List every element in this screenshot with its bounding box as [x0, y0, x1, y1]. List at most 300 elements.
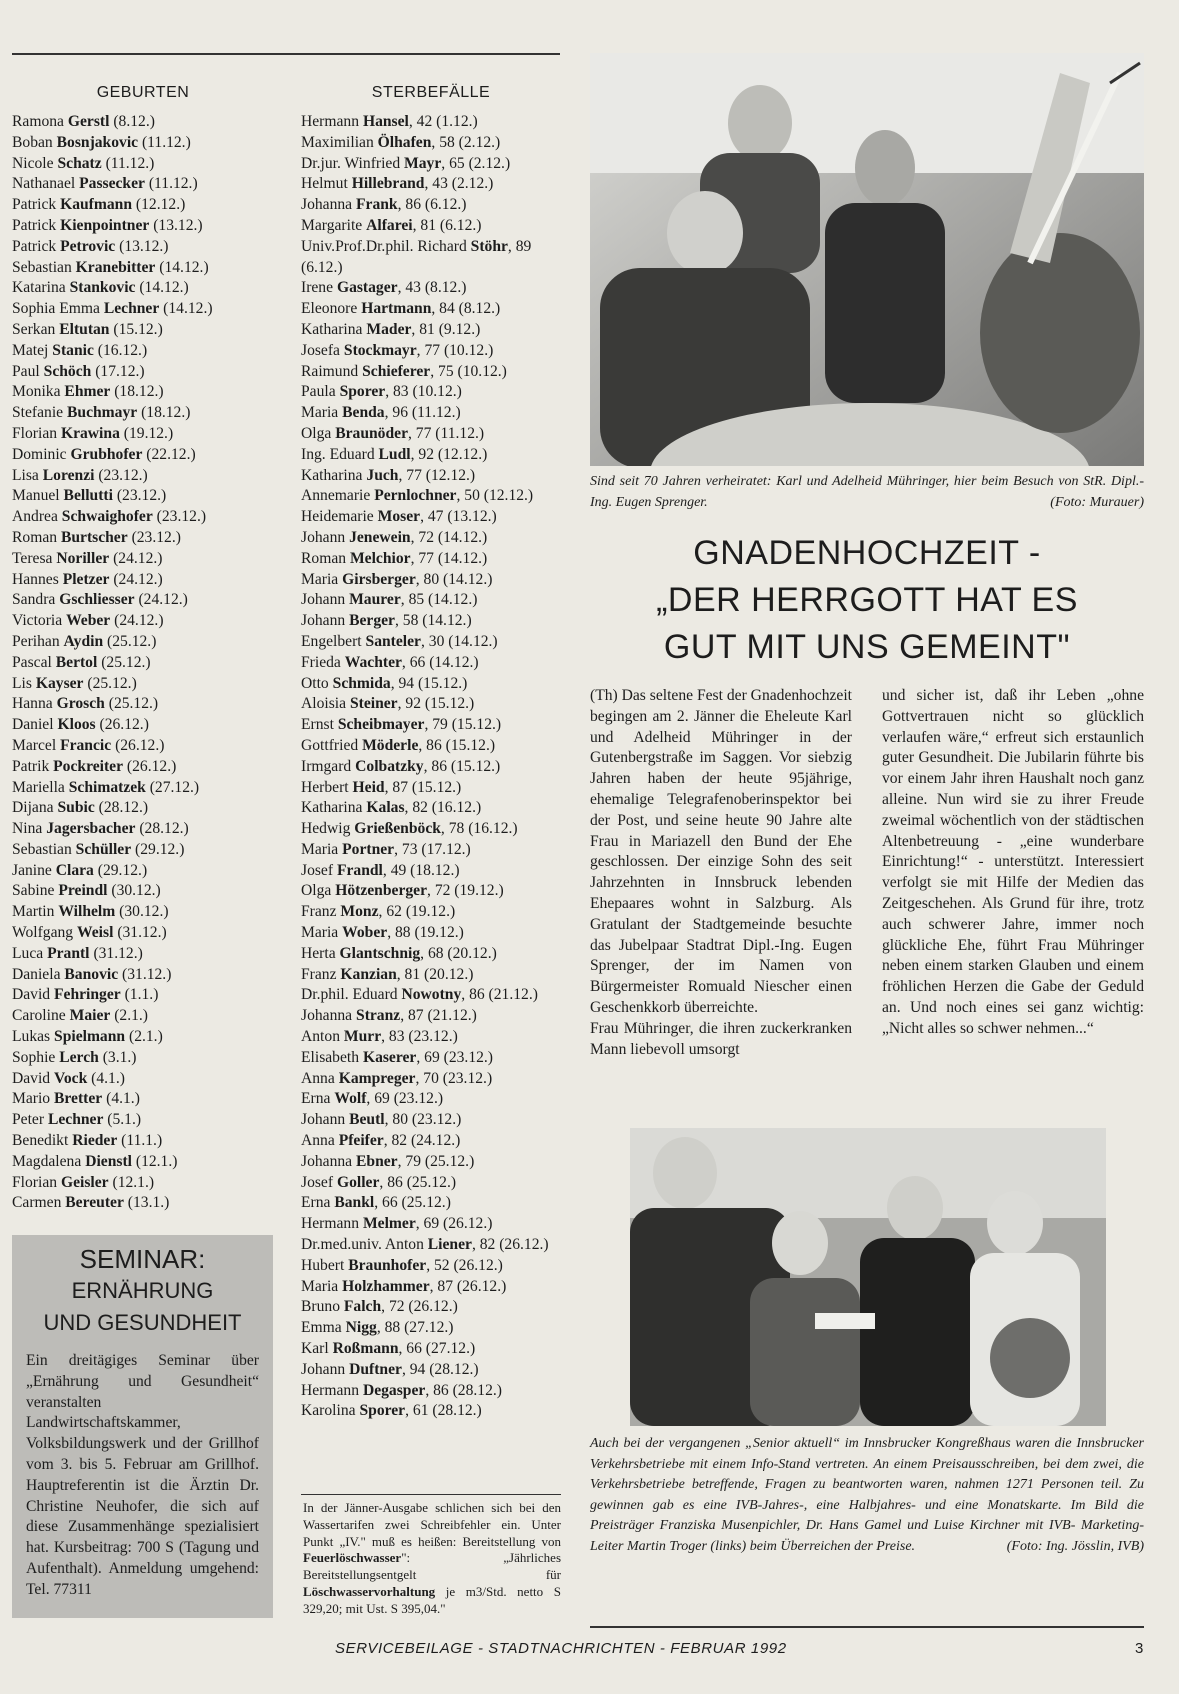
photo1-caption-text: Sind seit 70 Jahren verheiratet: Karl und Adelheid Mühringer, hier beim Besuch von StR. Dipl.-Ing. Eugen Sprenger.	[590, 474, 1144, 510]
entry-first-name: Mario	[12, 1090, 51, 1108]
entry-last-name: Lorenzi	[42, 466, 95, 484]
entry-date: (11.12.)	[148, 175, 198, 193]
entry-date: , 73 (17.12.)	[394, 840, 471, 858]
entry-first-name: Dijana	[12, 799, 54, 817]
bottom-rule	[590, 1626, 1144, 1628]
article-col1	[590, 686, 852, 1060]
entry-date: (30.12.)	[111, 882, 161, 900]
birth-entry	[12, 549, 274, 570]
entry-first-name: Hermann	[301, 1381, 360, 1399]
birth-entry	[12, 1069, 274, 1090]
death-entry	[301, 611, 561, 632]
entry-date: (15.12.)	[113, 320, 163, 338]
note-rule	[301, 1494, 561, 1495]
entry-first-name: Johann	[301, 1360, 346, 1378]
entry-first-name: Hermann	[301, 1215, 360, 1233]
entry-first-name: Gottfried	[301, 736, 359, 754]
entry-first-name: Hubert	[301, 1256, 345, 1274]
entry-date: (29.12.)	[97, 861, 148, 879]
entry-first-name: Irene	[301, 279, 334, 297]
death-entry	[301, 1339, 561, 1360]
entry-first-name: Benedikt	[12, 1132, 69, 1150]
entry-date: , 82 (16.12.)	[404, 799, 482, 817]
entry-first-name: Katharina	[301, 320, 363, 338]
birth-entry	[12, 362, 274, 383]
death-entry	[301, 424, 561, 445]
entry-date: (17.12.)	[95, 362, 145, 380]
entry-first-name: Patrick	[12, 196, 57, 214]
entry-date: , 72 (14.12.)	[410, 528, 488, 546]
entry-first-name: Martin	[12, 903, 55, 921]
entry-date: (4.1.)	[91, 1069, 125, 1087]
entry-first-name: David	[12, 986, 51, 1004]
entry-first-name: David	[12, 1069, 51, 1087]
entry-date: , 88 (19.12.)	[387, 924, 464, 942]
death-entry	[301, 778, 561, 799]
entry-date: , 62 (19.12.)	[378, 903, 456, 921]
entry-date: (31.12.)	[122, 965, 172, 983]
death-entry	[301, 466, 561, 487]
entry-first-name: Lis	[12, 674, 32, 692]
entry-first-name: Matej	[12, 341, 49, 359]
entry-last-name: Wolf	[334, 1090, 367, 1108]
death-entry	[301, 715, 561, 736]
entry-last-name: Juch	[366, 466, 399, 484]
entry-first-name: Patrick	[12, 237, 57, 255]
entry-first-name: Maria	[301, 404, 339, 422]
page-number: 3	[1135, 1640, 1144, 1657]
death-entry	[301, 1401, 561, 1422]
entry-date: (27.12.)	[149, 778, 200, 796]
entry-date: (24.12.)	[113, 570, 163, 588]
entry-last-name: Gastager	[336, 279, 398, 297]
photo1-caption	[590, 472, 1144, 513]
entry-date: (24.12.)	[138, 591, 188, 609]
birth-entry	[12, 403, 274, 424]
headline-line3: GUT MIT UNS GEMEINT"	[663, 628, 1071, 666]
entry-first-name: Roman	[12, 528, 58, 546]
entry-date: (2.1.)	[129, 1028, 163, 1046]
entry-date: , 80 (23.12.)	[384, 1111, 462, 1129]
entry-first-name: Nina	[12, 820, 43, 838]
entry-first-name: Daniel	[12, 716, 54, 734]
entry-last-name: Wachter	[344, 653, 402, 671]
entry-date: (29.12.)	[135, 840, 185, 858]
entry-last-name: Kaserer	[362, 1048, 417, 1066]
entry-date: (2.1.)	[114, 1007, 148, 1025]
entry-last-name: Colbatzky	[355, 757, 424, 775]
entry-date: (19.12.)	[123, 424, 174, 442]
entry-date: , 58 (14.12.)	[394, 612, 472, 630]
entry-first-name: Florian	[12, 424, 58, 442]
entry-date: (23.12.)	[156, 508, 207, 526]
entry-last-name: Schüller	[75, 840, 132, 858]
entry-last-name: Geisler	[60, 1173, 109, 1191]
entry-first-name: Margarite	[301, 216, 363, 234]
birth-entry	[12, 195, 274, 216]
entry-first-name: Patrik	[12, 757, 50, 775]
entry-last-name: Subic	[57, 799, 95, 817]
entry-date: , 72 (26.12.)	[381, 1298, 458, 1316]
entry-last-name: Goller	[336, 1173, 380, 1191]
birth-entry	[12, 133, 274, 154]
birth-entry	[12, 653, 274, 674]
article-headline	[590, 530, 1144, 671]
entry-first-name: Peter	[12, 1111, 45, 1129]
death-entry	[301, 1152, 561, 1173]
entry-date: , 58 (2.12.)	[431, 133, 501, 151]
entry-last-name: Murr	[343, 1028, 382, 1046]
entry-first-name: Wolfgang	[12, 924, 74, 942]
entry-date: , 61 (28.12.)	[405, 1402, 482, 1420]
entry-date: , 92 (12.12.)	[410, 445, 488, 463]
entry-last-name: Holzhammer	[342, 1277, 430, 1295]
death-entry	[301, 528, 561, 549]
entry-last-name: Beutl	[349, 1111, 385, 1129]
entry-date: , 78 (16.12.)	[440, 820, 518, 838]
entry-date: , 86 (15.12.)	[423, 757, 501, 775]
entry-last-name: Francic	[60, 736, 112, 754]
entry-date: , 77 (14.12.)	[410, 549, 488, 567]
entry-date: (26.12.)	[126, 757, 177, 775]
deaths-heading: STERBEFÄLLE	[371, 84, 491, 101]
death-entry	[301, 694, 561, 715]
entry-last-name: Stanic	[52, 341, 94, 359]
entry-last-name: Weber	[66, 612, 111, 630]
entry-date: (4.1.)	[106, 1090, 140, 1108]
entry-last-name: Gerstl	[67, 113, 110, 130]
entry-last-name: Glantschnig	[339, 944, 421, 962]
entry-last-name: Hartmann	[361, 300, 432, 318]
entry-first-name: Ramona	[12, 113, 64, 130]
entry-last-name: Bereuter	[65, 1194, 124, 1212]
entry-first-name: Monika	[12, 383, 61, 401]
entry-first-name: Sophia Emma	[12, 300, 100, 318]
entry-date: , 69 (26.12.)	[415, 1215, 493, 1233]
entry-last-name: Bankl	[334, 1194, 375, 1212]
entry-last-name: Bosnjakovic	[56, 133, 139, 151]
entry-last-name: Nigg	[345, 1319, 377, 1337]
entry-first-name: Emma	[301, 1319, 342, 1337]
birth-entry	[12, 798, 274, 819]
death-entry	[301, 881, 561, 902]
seminar-title	[12, 1235, 273, 1339]
entry-date: , 43 (8.12.)	[397, 279, 467, 297]
death-entry	[301, 154, 561, 175]
entry-last-name: Portner	[342, 840, 395, 858]
birth-entry	[12, 216, 274, 237]
photo-golden-couple-image	[590, 53, 1144, 466]
birth-entry	[12, 237, 274, 258]
entry-last-name: Clara	[55, 861, 94, 879]
birth-entry	[12, 590, 274, 611]
entry-first-name: Elisabeth	[301, 1048, 360, 1066]
seminar-title-line3: UND GESUNDHEIT	[43, 1310, 242, 1335]
birth-entry	[12, 632, 274, 653]
entry-date: (23.12.)	[116, 487, 167, 505]
birth-entry	[12, 1131, 274, 1152]
death-entry	[301, 549, 561, 570]
entry-first-name: Erna	[301, 1194, 331, 1212]
entry-last-name: Preindl	[58, 882, 108, 900]
entry-date: (26.12.)	[115, 736, 165, 754]
entry-last-name: Mayr	[404, 154, 442, 172]
entry-last-name: Girsberger	[342, 570, 416, 588]
entry-last-name: Maier	[69, 1007, 111, 1025]
deaths-list	[301, 112, 561, 1422]
entry-last-name: Stockmayr	[343, 341, 417, 359]
entry-first-name: Dr.med.univ. Anton	[301, 1236, 424, 1254]
entry-first-name: Josef	[301, 1173, 334, 1191]
death-entry	[301, 216, 561, 237]
death-entry	[301, 1110, 561, 1131]
entry-last-name: Heid	[352, 778, 385, 796]
entry-first-name: Sandra	[12, 591, 56, 609]
entry-first-name: Josef	[301, 861, 334, 879]
entry-last-name: Spielmann	[54, 1028, 126, 1046]
entry-date: (12.1.)	[135, 1152, 178, 1170]
death-entry	[301, 1006, 561, 1027]
article-col2-text: und sicher ist, daß ihr Leben „ohne Gottvertrauen nicht so glücklich verlaufen wäre,“ erfreut sich erstaunlich guter Gesundheit. Die Jubilarin führte bis vor einem Jahr ihren Haushalt noch ganz alleine. Nun wird sie zu ihrer Freude zweimal wöchentlich von der städtischen Altenbetreuung - „eine wunderbare Einrichtung!“ - unterstützt. Interessiert verfolgt sie mit Hilfe der Medien das Zeitgeschehen. Als Grund für ihre, trotz auch schwerer Jahre, immer noch glückliche Ehe, führt Frau Mühringer neben einem starken Glauben und einem fröhlichen Herzen die Gabe der Geduld an. Und noch eines sei ganz wichtig: „Nicht alles so schwer nehmen...“	[882, 687, 1144, 1037]
death-entry	[301, 1381, 561, 1402]
entry-date: , 83 (10.12.)	[385, 383, 462, 401]
entry-first-name: Bruno	[301, 1298, 340, 1316]
entry-last-name: Frandl	[336, 861, 383, 879]
death-entry	[301, 736, 561, 757]
entry-first-name: Magdalena	[12, 1152, 82, 1170]
birth-entry	[12, 341, 274, 362]
entry-first-name: Karl	[301, 1340, 329, 1358]
entry-date: , 50 (12.12.)	[456, 487, 534, 505]
entry-date: (12.1.)	[112, 1173, 155, 1191]
births-column	[12, 84, 274, 1214]
entry-last-name: Bellutti	[63, 487, 113, 505]
entry-date: (16.12.)	[97, 341, 148, 359]
entry-first-name: Hannes	[12, 570, 59, 588]
entry-date: (11.12.)	[105, 154, 155, 172]
entry-first-name: Hanna	[12, 695, 53, 713]
entry-first-name: Daniela	[12, 965, 61, 983]
entry-date: (14.12.)	[139, 279, 189, 297]
entry-first-name: Otto	[301, 674, 329, 692]
death-entry	[301, 590, 561, 611]
birth-entry	[12, 840, 274, 861]
entry-date: , 43 (2.12.)	[424, 175, 494, 193]
entry-last-name: Ebner	[356, 1152, 398, 1170]
entry-first-name: Johann	[301, 528, 346, 546]
entry-last-name: Scheibmayer	[337, 716, 425, 734]
entry-last-name: Hötzenberger	[335, 882, 428, 900]
birth-entry	[12, 112, 274, 133]
birth-entry	[12, 1193, 274, 1214]
birth-entry	[12, 757, 274, 778]
death-entry	[301, 1318, 561, 1339]
entry-last-name: Passecker	[79, 175, 145, 193]
entry-first-name: Dominic	[12, 445, 67, 463]
photo2-caption-text: Auch bei der vergangenen „Senior aktuell“ im Innsbrucker Kongreßhaus waren die Innsbrucker Verkehrsbetriebe mit einem Info-Stand vertreten. An einem Preisausschreiben, bei dem zwei, die Verkehrsbetriebe betreffende, Fragen zu beantworten waren, nahmen 1271 Personen teil. Zu gewinnen gab es eine IVB-Jahres-, eine Halbjahres- und eine Monatskarte. Im Bild die Preisträger Franziska Musenpichler, Dr. Hans Gamel und Luise Kirchner mit IVB- Marketing-Leiter Martin Troger (links) beim Überreichen der Preise.	[590, 1436, 1144, 1554]
entry-last-name: Berger	[349, 612, 395, 630]
entry-first-name: Caroline	[12, 1007, 66, 1025]
entry-first-name: Serkan	[12, 320, 56, 338]
entry-last-name: Schieferer	[362, 362, 431, 380]
death-entry	[301, 278, 561, 299]
entry-last-name: Maurer	[349, 591, 401, 609]
entry-first-name: Josefa	[301, 341, 340, 359]
entry-date: , 77 (12.12.)	[398, 466, 476, 484]
entry-date: , 30 (14.12.)	[420, 632, 498, 650]
entry-last-name: Mader	[366, 320, 412, 338]
entry-last-name: Pockreiter	[53, 757, 124, 775]
entry-date: , 82 (24.12.)	[383, 1132, 461, 1150]
birth-entry	[12, 258, 274, 279]
birth-entry	[12, 985, 274, 1006]
death-entry	[301, 840, 561, 861]
birth-entry	[12, 1110, 274, 1131]
entry-last-name: Kayser	[35, 674, 84, 692]
entry-first-name: Maria	[301, 570, 339, 588]
entry-last-name: Kampreger	[338, 1069, 416, 1087]
entry-last-name: Banovic	[64, 965, 119, 983]
births-heading: GEBURTEN	[96, 84, 190, 101]
entry-first-name: Marcel	[12, 736, 57, 754]
entry-date: , 81 (9.12.)	[411, 320, 481, 338]
entry-date: , 89 (6.12.)	[301, 237, 532, 276]
entry-date: , 94 (15.12.)	[390, 674, 468, 692]
photo1-credit: (Foto: Murauer)	[1050, 494, 1144, 510]
entry-last-name: Melmer	[362, 1215, 416, 1233]
entry-last-name: Duftner	[349, 1360, 402, 1378]
entry-date: (5.1.)	[107, 1111, 142, 1129]
entry-date: , 69 (23.12.)	[416, 1048, 494, 1066]
death-entry	[301, 965, 561, 986]
entry-last-name: Degasper	[362, 1381, 426, 1399]
entry-last-name: Ludl	[378, 445, 411, 463]
entry-first-name: Ernst	[301, 716, 334, 734]
death-entry	[301, 902, 561, 923]
entry-date: (30.12.)	[119, 903, 169, 921]
entry-last-name: Jagersbacher	[46, 820, 136, 838]
death-entry	[301, 237, 561, 279]
entry-last-name: Nowotny	[401, 986, 462, 1004]
entry-date: , 49 (18.12.)	[382, 861, 460, 879]
entry-date: , 84 (8.12.)	[431, 300, 501, 318]
entry-date: , 88 (27.12.)	[376, 1319, 454, 1337]
entry-date: , 92 (15.12.)	[397, 695, 475, 713]
entry-date: (25.12.)	[101, 653, 151, 671]
death-entry	[301, 653, 561, 674]
entry-first-name: Anna	[301, 1132, 335, 1150]
entry-last-name: Prantl	[47, 944, 90, 962]
entry-date: , 69 (23.12.)	[366, 1090, 444, 1108]
entry-last-name: Petrovic	[60, 237, 116, 255]
entry-date: (25.12.)	[87, 674, 137, 692]
entry-last-name: Grubhofer	[70, 445, 143, 463]
entry-first-name: Anton	[301, 1028, 340, 1046]
birth-entry	[12, 965, 274, 986]
entry-first-name: Victoria	[12, 612, 63, 630]
entry-first-name: Nathanael	[12, 175, 76, 193]
entry-first-name: Karolina	[301, 1402, 356, 1420]
entry-date: , 83 (23.12.)	[381, 1028, 458, 1046]
birth-entry	[12, 486, 274, 507]
article-col1b-text: Frau Mühringer, die ihren zuckerkranken Mann liebevoll umsorgt	[590, 1019, 852, 1058]
entry-last-name: Sporer	[359, 1402, 406, 1420]
entry-first-name: Katharina	[301, 799, 363, 817]
entry-first-name: Perihan	[12, 632, 60, 650]
correction-bold-2: Löschwasservorhaltung	[303, 1583, 436, 1599]
birth-entry	[12, 902, 274, 923]
entry-date: (28.12.)	[139, 820, 189, 838]
birth-entry	[12, 1152, 274, 1173]
entry-first-name: Hermann	[301, 113, 360, 130]
seminar-title-line2: ERNÄHRUNG	[71, 1278, 214, 1303]
birth-entry	[12, 944, 274, 965]
birth-entry	[12, 320, 274, 341]
birth-entry	[12, 881, 274, 902]
entry-first-name: Engelbert	[301, 632, 362, 650]
entry-first-name: Johann	[301, 591, 346, 609]
entry-first-name: Eleonore	[301, 300, 358, 318]
entry-date: , 68 (20.12.)	[420, 944, 497, 962]
entry-first-name: Olga	[301, 882, 332, 900]
entry-date: , 66 (27.12.)	[398, 1340, 476, 1358]
birth-entry	[12, 1173, 274, 1194]
correction-text-2: ": „Jährliches Bereitstellungsentgelt für	[303, 1550, 561, 1583]
entry-date: , 86 (28.12.)	[425, 1381, 502, 1399]
death-entry	[301, 403, 561, 424]
entry-date: , 77 (11.12.)	[408, 424, 485, 442]
entry-first-name: Johanna	[301, 1007, 353, 1025]
entry-date: , 47 (13.12.)	[420, 508, 497, 526]
entry-last-name: Liener	[427, 1236, 472, 1254]
birth-entry	[12, 154, 274, 175]
entry-date: (26.12.)	[99, 716, 149, 734]
entry-date: (18.12.)	[141, 404, 191, 422]
entry-date: , 79 (15.12.)	[424, 716, 502, 734]
death-entry	[301, 112, 561, 133]
entry-date: , 82 (26.12.)	[471, 1236, 549, 1254]
entry-first-name: Herta	[301, 944, 336, 962]
entry-first-name: Hedwig	[301, 820, 351, 838]
entry-date: , 80 (14.12.)	[415, 570, 493, 588]
entry-first-name: Nicole	[12, 154, 54, 172]
entry-date: , 81 (6.12.)	[412, 216, 482, 234]
entry-first-name: Johanna	[301, 196, 353, 214]
entry-last-name: Kanzian	[340, 965, 397, 983]
entry-date: (24.12.)	[113, 549, 163, 567]
birth-entry	[12, 570, 274, 591]
entry-date: , 77 (10.12.)	[416, 341, 494, 359]
entry-last-name: Burtscher	[60, 528, 128, 546]
entry-last-name: Hansel	[362, 113, 409, 130]
entry-first-name: Ing. Eduard	[301, 445, 375, 463]
entry-last-name: Braunöder	[335, 424, 408, 442]
death-entry	[301, 1048, 561, 1069]
birth-entry	[12, 278, 274, 299]
entry-last-name: Wober	[342, 924, 388, 942]
entry-first-name: Olga	[301, 424, 332, 442]
entry-first-name: Sabine	[12, 882, 55, 900]
birth-entry	[12, 861, 274, 882]
entry-date: , 42 (1.12.)	[408, 113, 478, 130]
entry-last-name: Buchmayr	[67, 404, 138, 422]
photo-ivb-prize	[630, 1128, 1106, 1426]
entry-last-name: Dienstl	[85, 1152, 132, 1170]
entry-date: (14.12.)	[163, 300, 213, 318]
entry-date: (11.1.)	[121, 1132, 163, 1150]
footer-text: SERVICEBEILAGE - STADTNACHRICHTEN - FEBRUAR 1992	[335, 1640, 787, 1657]
entry-first-name: Maria	[301, 924, 339, 942]
